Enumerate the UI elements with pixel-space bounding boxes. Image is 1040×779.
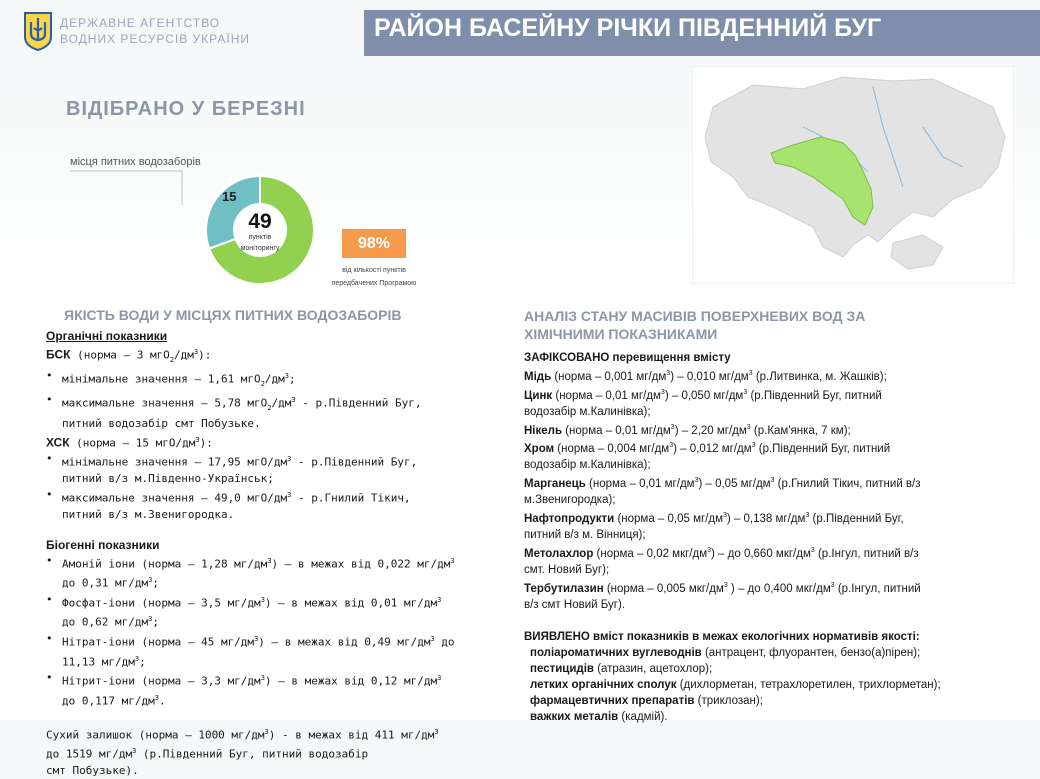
dry-residue-line2: до 1519 мг/дм (46, 748, 133, 762)
drinking-water-quality-heading: ЯКІСТЬ ВОДИ У МІСЦЯХ ПИТНИХ ВОДОЗАБОРІВ (64, 307, 402, 323)
ammonium-mid: ) – в межах від 0,022 мг/дм (271, 557, 451, 571)
organic-indicators-label: Органічні показники (46, 329, 168, 343)
substance-norm: (норма – 0,005 мкг/дм (603, 582, 724, 595)
hsk-min-item: • мінімальне значення – 17,95 мгО/$дм^3$ - р.Південний Буг, питний в/з м.Південно-Українськ; (46, 452, 418, 485)
dry-residue-text (46, 724, 502, 779)
bsk-min: мінімальне значення – 1,61 мгО (62, 372, 261, 386)
nitrate-mid2: до (434, 635, 455, 649)
nitrite: Нітрит-іони (норма – 3,3 мг/дм (62, 675, 261, 689)
substance-name: Марганець (524, 478, 586, 491)
substance-norm: (норма – 0,02 мкг/дм (593, 547, 708, 560)
sub-2: 2 (260, 379, 265, 388)
sup-3: 3 (748, 370, 753, 377)
sup-3: 3 (805, 512, 810, 520)
sup-3: 3 (287, 455, 292, 464)
within-norms-item (530, 661, 1020, 677)
sup-3: 3 (148, 615, 153, 624)
agency-line-1: ДЕРЖАВНЕ АГЕНТСТВО (60, 16, 221, 30)
sup-3: 3 (134, 654, 140, 663)
trident-logo-icon (22, 10, 54, 52)
drinking-water-indicators (46, 328, 502, 779)
analysis-heading-line-1: АНАЛІЗ СТАНУ МАСИВІВ ПОВЕРХНЕВИХ ВОД ЗА (524, 308, 866, 324)
sup-3: 3 (450, 556, 455, 565)
sup-3: 3 (770, 477, 775, 485)
exceedance-label: ЗАФІКСОВАНО перевищення вмісту (524, 352, 731, 364)
group-substances: (триклозан); (694, 694, 763, 707)
substance-name: Мідь (524, 370, 552, 383)
sup-3: 3 (810, 546, 815, 554)
sup-3: 3 (707, 546, 712, 554)
substance-location-line2: в/з смт Новий Буг). (524, 598, 626, 611)
sup-3: 3 (260, 674, 265, 683)
hsk-min-end: - р.Південний Буг, (291, 455, 418, 469)
group-name: летких органічних сполук (530, 678, 677, 691)
substance-value: ) – 2,20 мг/дм (674, 424, 747, 437)
substance-value: ) – до 0,660 мкг/дм (711, 547, 811, 560)
substance-location-line2: водозабір м.Калинівка); (524, 405, 651, 418)
bsk-max-item: • максимальне значення – 5,78 $мгО_2/дм^3$ - р.Південний Буг, питний водозабір смт Побузьке. (46, 392, 422, 430)
ammonium-line2: до 0,31 мг/дм (62, 576, 149, 590)
sup-3: 3 (254, 635, 259, 644)
percent-note-line-1: від кількості пунктів (342, 267, 406, 274)
slice-callout-label: місця питних водозаборів (70, 156, 201, 168)
sup-3: 3 (260, 595, 265, 604)
phosphate-mid: ) – в межах від 0,01 мг/дм (264, 596, 438, 610)
sup-3: 3 (267, 556, 272, 565)
hsk-norm-line (46, 432, 502, 452)
donut-total: 49 (248, 210, 272, 233)
hsk-norm-end: ): (199, 436, 213, 450)
sup-3: 3 (195, 435, 200, 444)
analysis-heading-line-2: ХІМІЧНИМИ ПОКАЗНИКАМИ (524, 326, 718, 342)
group-name: фармацевтичних препаратів (530, 694, 695, 707)
substance-value: ) – 0,012 мг/дм (673, 443, 752, 456)
exceedance-item (524, 438, 1020, 473)
exceedance-item (524, 543, 1020, 578)
bsk-norm-tail: /дм (174, 348, 194, 362)
substance-location: (р.Південний Буг, питний (755, 443, 891, 456)
sampled-heading: ВІДІБРАНО У БЕРЕЗНІ (66, 98, 306, 120)
sup-3: 3 (694, 477, 699, 485)
dry-residue-mid: ) - в межах від 411 мг/дм (268, 728, 435, 742)
group-name: важких металів (530, 710, 619, 723)
within-norms-label: ВИЯВЛЕНО вміст показників в межах екологічних нормативів якості: (524, 630, 920, 643)
hsk-max-end: - р.Гнилий Тікич, (291, 491, 411, 505)
percent-note-line-2: передбачених Програмою (331, 280, 417, 287)
substance-location: (р.Інгул, питний (834, 582, 921, 595)
substance-value: ) – до 0,400 мкг/дм (727, 582, 831, 595)
substance-norm: (норма – 0,01 мг/дм (552, 389, 661, 402)
substance-value: ) – 0,05 мг/дм (698, 478, 771, 491)
hsk-min: мінімальне значення – 17,95 мгО/дм (62, 455, 288, 469)
within-norms-item (530, 677, 1020, 693)
substance-location: (р.Південний Буг, питний (747, 389, 882, 402)
donut-total-sub2: моніторингу (240, 245, 280, 252)
sup-3: 3 (264, 727, 269, 736)
substance-location-line2: водозабір м.Калинівка); (524, 459, 651, 472)
bsk-norm-end: ): (198, 348, 212, 362)
hsk-min-line2: питний в/з м.Південно-Українськ; (62, 471, 274, 485)
ammonium: Амоній іони (норма – 1,28 мг/дм (62, 557, 268, 571)
nitrate-item: • Нітрат-іони (норма – 45 $мг/дм^3$) – в межах від 0,49 $мг/дм^3$ до 11,13 $мг/дм^3$; (46, 632, 455, 669)
bsk-min-tail: /дм (264, 372, 285, 386)
sup-3: 3 (291, 395, 296, 404)
sup-3: 3 (154, 694, 159, 703)
sup-3: 3 (670, 423, 675, 431)
sup-3: 3 (669, 442, 674, 450)
bsk-min-end: ; (289, 372, 296, 386)
sup-3: 3 (746, 423, 751, 431)
nitrite-line2: до 0,117 мг/дм (62, 694, 155, 708)
page-title: РАЙОН БАСЕЙНУ РІЧКИ ПІВДЕННИЙ БУГ (374, 14, 882, 42)
group-substances: (атразин, ацетохлор); (594, 662, 713, 675)
within-norms-item (530, 709, 1020, 725)
ukraine-basin-map (692, 66, 1014, 284)
ammonium-item: • Амоній іони (норма – 1,28 $мг/дм^3$) – в межах від 0,022 $мг/дм^3$ до 0,31 $мг/дм^3$; (46, 553, 455, 590)
phosphate-end: ; (152, 616, 159, 630)
substance-location: (р.Кам'янка, 7 км); (750, 424, 851, 437)
substance-location: (р.Литвинка, м. Жашків); (752, 370, 887, 383)
agency-name (60, 15, 250, 47)
substance-value: ) – 0,010 мг/дм (670, 370, 749, 383)
substance-location: (р.Інгул, питний в/з (814, 547, 919, 560)
substance-norm: (норма – 0,01 мг/дм (562, 424, 671, 437)
phosphate: Фосфат-іони (норма – 3,5 мг/дм (62, 596, 261, 610)
nitrite-end: . (158, 694, 166, 708)
surface-water-analysis (524, 350, 1020, 725)
group-substances: (дихлорметан, тетрахлоретилен, трихлорметан); (676, 678, 941, 691)
substance-name: Тербутилазин (524, 582, 604, 595)
substance-value: ) – 0,050 мг/дм (664, 389, 744, 402)
substance-location-line2: смт. Новий Буг); (524, 563, 610, 576)
substance-value: ) – 0,138 мг/дм (726, 512, 806, 525)
phosphate-item: • Фосфат-іони (норма – 3,5 $мг/дм^3$) – в межах від 0,01 $мг/дм^3$ до 0,62 $мг/дм^3$; (46, 592, 442, 630)
sup-3: 3 (430, 635, 435, 644)
bsk-max-tail: /дм (271, 396, 292, 410)
exceedance-item (524, 578, 1020, 613)
bsk-label: БСК (46, 347, 71, 362)
substance-name: Нафтопродукти (524, 512, 615, 525)
substance-location-line2: питний в/з м. Вінниця); (524, 528, 646, 541)
biogenic-indicators-label: Біогенні показники (46, 537, 160, 552)
sup-3: 3 (434, 727, 439, 736)
bsk-min-item: • мінімальне значення – 1,61 $мгО_2/дм^3$; (46, 368, 296, 388)
group-name: поліароматичних вуглеводнів (530, 646, 702, 659)
agency-line-2: ВОДНИХ РЕСУРСІВ УКРАЇНИ (60, 32, 250, 46)
crimea-shape (891, 235, 943, 269)
exceedance-item (524, 420, 1020, 439)
sup-3: 3 (743, 388, 748, 396)
sup-3: 3 (437, 595, 442, 604)
dry-residue: Сухий залишок (норма – 1000 мг/дм (46, 728, 265, 742)
slice-value-label: 15 (222, 189, 237, 204)
group-name: пестицидів (530, 662, 594, 675)
surface-water-analysis-heading (524, 307, 1004, 343)
sup-3: 3 (723, 512, 727, 520)
donut-total-sub1: пунктів (248, 234, 272, 241)
sup-3: 3 (437, 674, 442, 683)
sup-3: 3 (132, 747, 137, 756)
ammonium-end: ; (152, 576, 159, 590)
group-substances: (кадмій). (618, 710, 668, 723)
sup-3: 3 (193, 348, 199, 356)
sup-3: 3 (723, 581, 728, 589)
bsk-max-end: - р.Південний Буг, (295, 396, 422, 410)
group-substances: (антрацент, флуорантен, бензо(а)пірен); (701, 646, 921, 659)
exceedance-item (524, 385, 1020, 420)
substance-norm: (норма – 0,01 мг/дм (585, 478, 695, 491)
substance-name: Цинк (524, 389, 553, 402)
substance-location-line2: м.Звенигородка); (524, 494, 616, 507)
within-norms-item (530, 693, 1020, 709)
substance-name: Хром (524, 443, 555, 456)
exceedance-list (524, 366, 1020, 613)
bsk-max: максимальне значення – 5,78 мгО (62, 396, 268, 410)
within-norms-list (524, 645, 1020, 725)
sup-3: 3 (660, 388, 665, 396)
sup-3: 3 (751, 442, 756, 450)
substance-norm: (норма – 0,004 мг/дм (554, 443, 670, 456)
phosphate-line2: до 0,62 мг/дм (62, 616, 149, 630)
within-norms-item (530, 645, 1020, 661)
dry-residue-mid2: (р.Південний Буг, питний водозабір (136, 748, 369, 762)
sup-3: 3 (830, 581, 835, 589)
nitrate-mid: ) – в межах від 0,49 мг/дм (258, 635, 431, 649)
dry-residue-line3: смт Побузьке). (46, 764, 139, 778)
sup-3: 3 (284, 371, 289, 380)
nitrate: Нітрат-іони (норма – 45 мг/дм (62, 635, 255, 649)
substance-norm: (норма – 0,05 мг/дм (614, 512, 724, 525)
exceedance-item (524, 473, 1020, 508)
sub-2: 2 (267, 403, 272, 412)
nitrate-line2: 11,13 мг/дм (62, 655, 135, 669)
bsk-max-line2: питний водозабір смт Побузьке. (62, 416, 261, 430)
sup-3: 3 (666, 370, 671, 377)
bsk-norm-line (46, 344, 502, 368)
substance-location: (р.Південний Буг, (809, 512, 904, 525)
exceedance-item (524, 508, 1020, 543)
sub-2: 2 (169, 355, 175, 364)
substance-norm: (норма – 0,001 мг/дм (551, 370, 667, 383)
percent-badge: 98% (342, 229, 406, 258)
nitrate-end: ; (139, 655, 146, 669)
hsk-max: максимальне значення – 49,0 мгО/дм (62, 491, 288, 505)
hsk-max-item: • максимальне значення – 49,0 мгО/$дм^3$ - р.Гнилий Тікич, питний в/з м.Звенигородка. (46, 487, 411, 521)
hsk-norm: (норма – 15 мгО/дм (69, 436, 196, 450)
substance-name: Нікель (524, 424, 563, 437)
hsk-max-line2: питний в/з м.Звенигородка. (62, 507, 235, 521)
substance-name: Метолахлор (524, 547, 594, 560)
bsk-norm: (норма – 3 мгО (70, 348, 170, 362)
sup-3: 3 (287, 490, 292, 499)
exceedance-item (524, 366, 1020, 385)
hsk-label: ХСК (46, 435, 70, 450)
percent-note (318, 264, 430, 290)
nitrite-item: • Нітрит-іони (норма – 3,3 $мг/дм^3$) – в межах від 0,12 $мг/дм^3$ до 0,117 $мг/дм^3$. (46, 671, 442, 708)
nitrite-mid: ) – в межах від 0,12 мг/дм (264, 675, 438, 689)
substance-location: (р.Гнилий Тікич, питний в/з (774, 478, 921, 491)
sup-3: 3 (148, 576, 153, 585)
